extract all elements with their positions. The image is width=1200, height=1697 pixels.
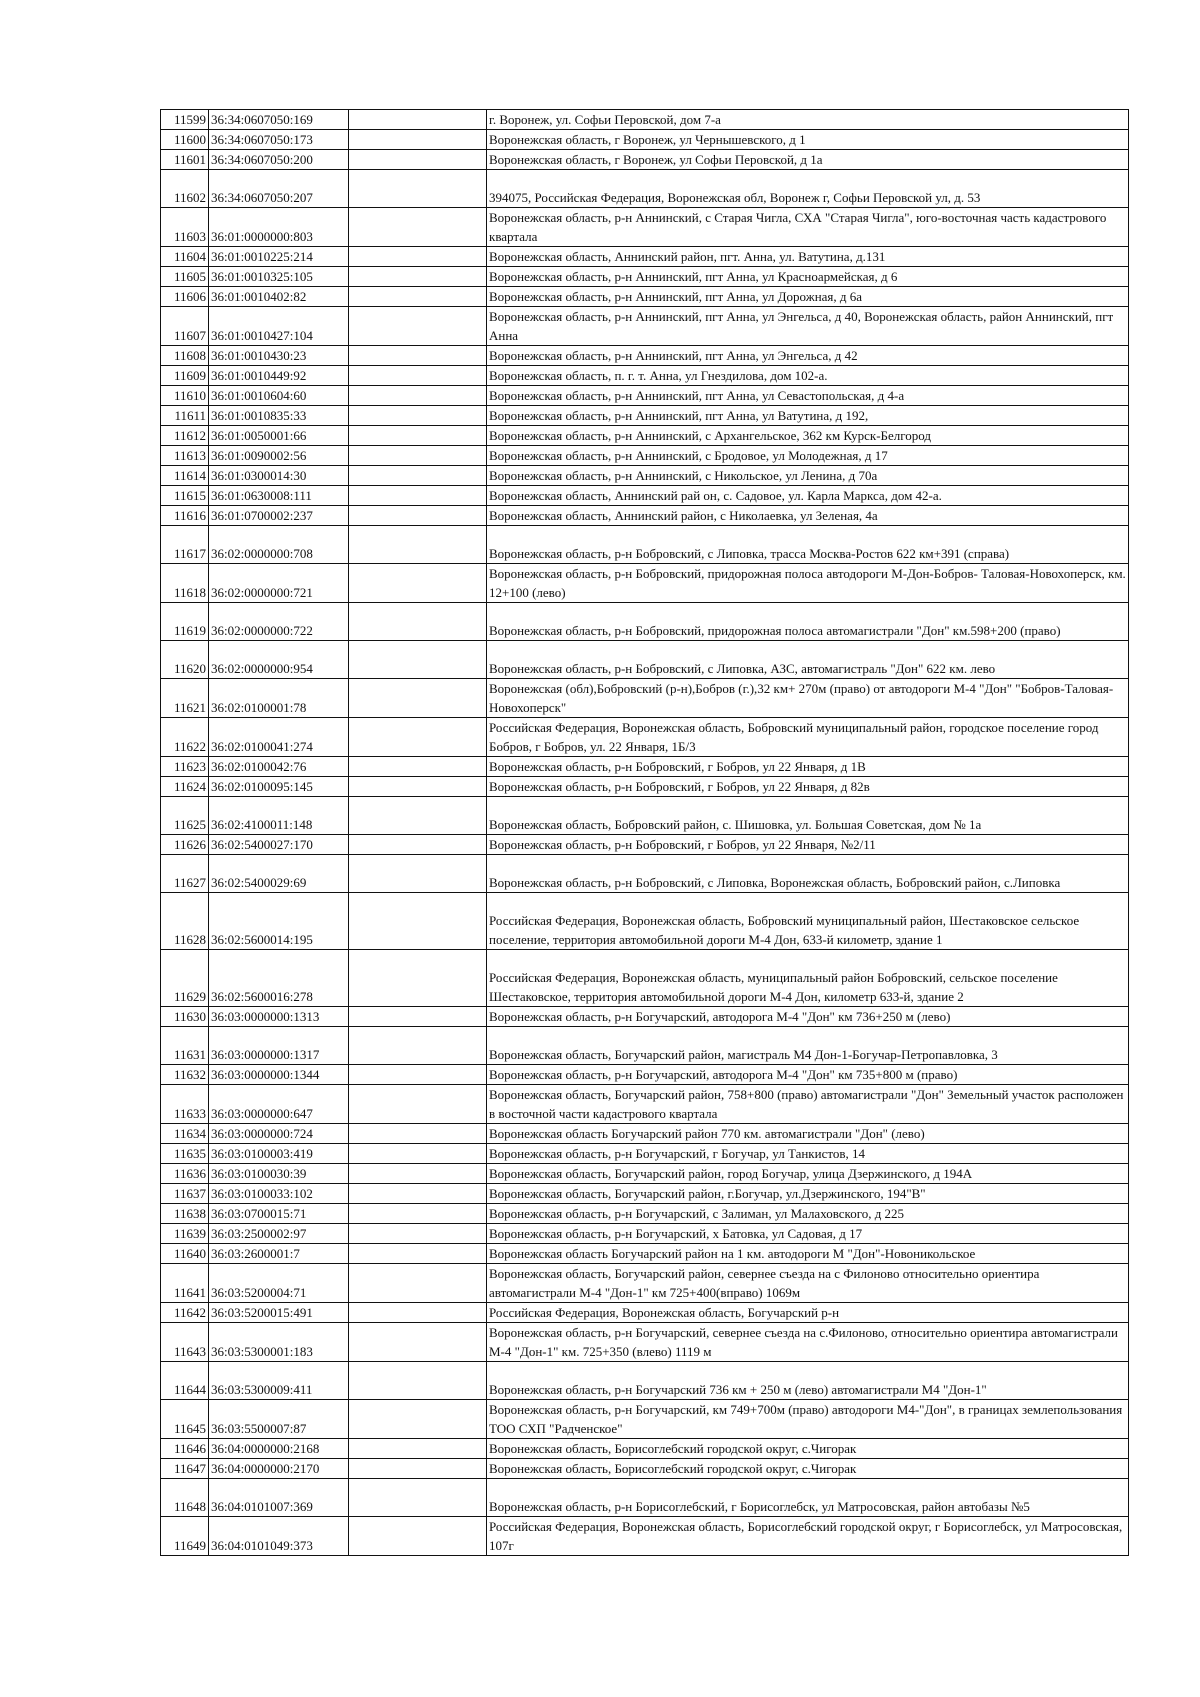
address-cell: Воронежская область, р-н Бобровский, г Бобров, ул 22 Января, №2/11 — [487, 835, 1129, 855]
row-number-cell: 11635 — [161, 1144, 209, 1164]
row-number-cell: 11611 — [161, 406, 209, 426]
row-number-cell: 11613 — [161, 446, 209, 466]
empty-cell — [349, 718, 487, 757]
row-number-cell: 11638 — [161, 1204, 209, 1224]
table-row — [161, 386, 1129, 406]
table-row — [161, 446, 1129, 466]
empty-cell — [349, 835, 487, 855]
address-cell: Воронежская область, р-н Аннинский, с Бродовое, ул Молодежная, д 17 — [487, 446, 1129, 466]
table-row — [161, 1085, 1129, 1124]
table-row — [161, 110, 1129, 130]
land-plot-registry-table — [160, 109, 1129, 1556]
address-cell: Воронежская область, р-н Аннинский, пгт Анна, ул Ватутина, д 192, — [487, 406, 1129, 426]
table-row — [161, 1124, 1129, 1144]
table-row — [161, 1303, 1129, 1323]
empty-cell — [349, 526, 487, 564]
table-row — [161, 466, 1129, 486]
row-number-cell: 11615 — [161, 486, 209, 506]
address-cell: Воронежская область, р-н Аннинский, пгт Анна, ул Красноармейская, д 6 — [487, 267, 1129, 287]
empty-cell — [349, 641, 487, 679]
cadastral-number-cell: 36:01:0010225:214 — [209, 247, 349, 267]
cadastral-number-cell: 36:34:0607050:207 — [209, 170, 349, 208]
table-row — [161, 718, 1129, 757]
table-row — [161, 307, 1129, 346]
cadastral-number-cell: 36:01:0010325:105 — [209, 267, 349, 287]
table-row — [161, 150, 1129, 170]
cadastral-number-cell: 36:04:0000000:2168 — [209, 1439, 349, 1459]
row-number-cell: 11606 — [161, 287, 209, 307]
row-number-cell: 11627 — [161, 855, 209, 893]
empty-cell — [349, 406, 487, 426]
address-cell: Воронежская область, р-н Богучарский, автодорога М-4 "Дон" км 735+800 м (право) — [487, 1065, 1129, 1085]
empty-cell — [349, 1479, 487, 1517]
row-number-cell: 11645 — [161, 1400, 209, 1439]
table-row — [161, 564, 1129, 603]
address-cell: Воронежская (обл),Бобровский (р-н),Бобров (г.),32 км+ 270м (право) от автодороги М-4 "Дон" "Бобров-Таловая-Новохоперск" — [487, 679, 1129, 718]
empty-cell — [349, 1517, 487, 1556]
table-row — [161, 757, 1129, 777]
address-cell: 394075, Российская Федерация, Воронежская обл, Воронеж г, Софьи Перовской ул, д. 53 — [487, 170, 1129, 208]
row-number-cell: 11625 — [161, 797, 209, 835]
row-number-cell: 11640 — [161, 1244, 209, 1264]
row-number-cell: 11605 — [161, 267, 209, 287]
empty-cell — [349, 170, 487, 208]
empty-cell — [349, 1264, 487, 1303]
table-row — [161, 208, 1129, 247]
empty-cell — [349, 950, 487, 1007]
row-number-cell: 11646 — [161, 1439, 209, 1459]
table-row — [161, 855, 1129, 893]
cadastral-number-cell: 36:02:5600014:195 — [209, 893, 349, 950]
cadastral-number-cell: 36:34:0607050:200 — [209, 150, 349, 170]
row-number-cell: 11624 — [161, 777, 209, 797]
address-cell: Воронежская область, Аннинский район, пгт. Анна, ул. Ватутина, д.131 — [487, 247, 1129, 267]
address-cell: Воронежская область, р-н Бобровский, г Бобров, ул 22 Января, д 82в — [487, 777, 1129, 797]
row-number-cell: 11612 — [161, 426, 209, 446]
cadastral-number-cell: 36:03:2500002:97 — [209, 1224, 349, 1244]
address-cell: Воронежская область, р-н Аннинский, пгт Анна, ул Энгельса, д 40, Воронежская область, район Аннинский, пгт Анна — [487, 307, 1129, 346]
row-number-cell: 11617 — [161, 526, 209, 564]
row-number-cell: 11619 — [161, 603, 209, 641]
row-number-cell: 11649 — [161, 1517, 209, 1556]
empty-cell — [349, 346, 487, 366]
table-row — [161, 267, 1129, 287]
row-number-cell: 11648 — [161, 1479, 209, 1517]
address-cell: Воронежская область, р-н Аннинский, пгт Анна, ул Севастопольская, д 4-а — [487, 386, 1129, 406]
address-cell: Воронежская область, р-н Аннинский, с Архангельское, 362 км Курск-Белгород — [487, 426, 1129, 446]
cadastral-number-cell: 36:03:5200015:491 — [209, 1303, 349, 1323]
address-cell: Воронежская область, Аннинский район, с Николаевка, ул Зеленая, 4а — [487, 506, 1129, 526]
empty-cell — [349, 1244, 487, 1264]
table-row — [161, 526, 1129, 564]
cadastral-number-cell: 36:03:0100033:102 — [209, 1184, 349, 1204]
address-cell: Воронежская область, р-н Богучарский 736 км + 250 м (лево) автомагистрали М4 "Дон-1" — [487, 1362, 1129, 1400]
address-cell: Воронежская область, р-н Бобровский, с Липовка, Воронежская область, Бобровский район, с.Липовка — [487, 855, 1129, 893]
empty-cell — [349, 1224, 487, 1244]
empty-cell — [349, 777, 487, 797]
empty-cell — [349, 307, 487, 346]
row-number-cell: 11608 — [161, 346, 209, 366]
cadastral-number-cell: 36:01:0000000:803 — [209, 208, 349, 247]
table-row — [161, 486, 1129, 506]
row-number-cell: 11620 — [161, 641, 209, 679]
row-number-cell: 11630 — [161, 1007, 209, 1027]
address-cell: Воронежская область, р-н Богучарский, г Богучар, ул Танкистов, 14 — [487, 1144, 1129, 1164]
cadastral-number-cell: 36:01:0300014:30 — [209, 466, 349, 486]
row-number-cell: 11628 — [161, 893, 209, 950]
empty-cell — [349, 1303, 487, 1323]
empty-cell — [349, 797, 487, 835]
cadastral-number-cell: 36:03:0000000:724 — [209, 1124, 349, 1144]
cadastral-number-cell: 36:01:0010430:23 — [209, 346, 349, 366]
row-number-cell: 11601 — [161, 150, 209, 170]
empty-cell — [349, 1007, 487, 1027]
table-row — [161, 287, 1129, 307]
address-cell: Российская Федерация, Воронежская область, Борисоглебский городской округ, г Борисоглебск, ул Матросовская, 107г — [487, 1517, 1129, 1556]
address-cell: Российская Федерация, Воронежская область, муниципальный район Бобровский, сельское поселение Шестаковское, территория автомобильной дороги М-4 Дон, километр 633-й, здание 2 — [487, 950, 1129, 1007]
empty-cell — [349, 506, 487, 526]
table-row — [161, 247, 1129, 267]
cadastral-number-cell: 36:02:0000000:722 — [209, 603, 349, 641]
row-number-cell: 11642 — [161, 1303, 209, 1323]
table-row — [161, 130, 1129, 150]
row-number-cell: 11639 — [161, 1224, 209, 1244]
table-row — [161, 1244, 1129, 1264]
cadastral-number-cell: 36:03:0000000:1344 — [209, 1065, 349, 1085]
address-cell: Воронежская область Богучарский район на 1 км. автодороги М "Дон"-Новоникольское — [487, 1244, 1129, 1264]
row-number-cell: 11616 — [161, 506, 209, 526]
cadastral-number-cell: 36:34:0607050:169 — [209, 110, 349, 130]
cadastral-number-cell: 36:04:0000000:2170 — [209, 1459, 349, 1479]
table-row — [161, 1164, 1129, 1184]
cadastral-number-cell: 36:34:0607050:173 — [209, 130, 349, 150]
table-row — [161, 1479, 1129, 1517]
row-number-cell: 11607 — [161, 307, 209, 346]
table-row — [161, 366, 1129, 386]
address-cell: Воронежская область, п. г. т. Анна, ул Гнездилова, дом 102-а. — [487, 366, 1129, 386]
address-cell: Воронежская область, р-н Богучарский, автодорога М-4 "Дон" км 736+250 м (лево) — [487, 1007, 1129, 1027]
cadastral-number-cell: 36:04:0101007:369 — [209, 1479, 349, 1517]
address-cell: Воронежская область, р-н Богучарский, х Батовка, ул Садовая, д 17 — [487, 1224, 1129, 1244]
cadastral-number-cell: 36:01:0010604:60 — [209, 386, 349, 406]
cadastral-number-cell: 36:02:4100011:148 — [209, 797, 349, 835]
empty-cell — [349, 287, 487, 307]
address-cell: г. Воронеж, ул. Софьи Перовской, дом 7-а — [487, 110, 1129, 130]
table-row — [161, 1323, 1129, 1362]
row-number-cell: 11647 — [161, 1459, 209, 1479]
table-row — [161, 1204, 1129, 1224]
table-row — [161, 1007, 1129, 1027]
table-row — [161, 797, 1129, 835]
empty-cell — [349, 1085, 487, 1124]
table-row — [161, 1459, 1129, 1479]
table-row — [161, 1027, 1129, 1065]
address-cell: Воронежская область, р-н Богучарский, севернее съезда на с.Филоново, относительно ориентира автомагистрали М-4 "Дон-1" км. 725+350 (влево) 1119 м — [487, 1323, 1129, 1362]
empty-cell — [349, 150, 487, 170]
table-row — [161, 1065, 1129, 1085]
empty-cell — [349, 486, 487, 506]
table-row — [161, 506, 1129, 526]
address-cell: Российская Федерация, Воронежская область, Бобровский муниципальный район, городское поселение город Бобров, г Бобров, ул. 22 Января, 1Б/3 — [487, 718, 1129, 757]
row-number-cell: 11600 — [161, 130, 209, 150]
table-row — [161, 1362, 1129, 1400]
address-cell: Воронежская область, р-н Аннинский, пгт Анна, ул Дорожная, д 6а — [487, 287, 1129, 307]
cadastral-number-cell: 36:02:5400029:69 — [209, 855, 349, 893]
cadastral-number-cell: 36:03:5200004:71 — [209, 1264, 349, 1303]
table-row — [161, 170, 1129, 208]
address-cell: Воронежская область, р-н Бобровский, с Липовка, АЗС, автомагистраль "Дон" 622 км. лево — [487, 641, 1129, 679]
cadastral-number-cell: 36:03:5300001:183 — [209, 1323, 349, 1362]
row-number-cell: 11621 — [161, 679, 209, 718]
empty-cell — [349, 757, 487, 777]
cadastral-number-cell: 36:03:5500007:87 — [209, 1400, 349, 1439]
row-number-cell: 11644 — [161, 1362, 209, 1400]
row-number-cell: 11634 — [161, 1124, 209, 1144]
empty-cell — [349, 893, 487, 950]
table-row — [161, 641, 1129, 679]
table-row — [161, 1144, 1129, 1164]
empty-cell — [349, 267, 487, 287]
cadastral-number-cell: 36:03:5300009:411 — [209, 1362, 349, 1400]
row-number-cell: 11629 — [161, 950, 209, 1007]
address-cell: Воронежская область Богучарский район 770 км. автомагистрали "Дон" (лево) — [487, 1124, 1129, 1144]
cadastral-number-cell: 36:03:0000000:1313 — [209, 1007, 349, 1027]
empty-cell — [349, 247, 487, 267]
address-cell: Воронежская область, Аннинский рай он, с. Садовое, ул. Карла Маркса, дом 42-а. — [487, 486, 1129, 506]
table-row — [161, 1224, 1129, 1244]
table-row — [161, 1264, 1129, 1303]
address-cell: Воронежская область, р-н Бобровский, придорожная полоса автодороги М-Дон-Бобров- Таловая-Новохоперск, км. 12+100 (лево) — [487, 564, 1129, 603]
address-cell: Воронежская область, р-н Борисоглебский, г Борисоглебск, ул Матросовская, район автобазы №5 — [487, 1479, 1129, 1517]
cadastral-number-cell: 36:03:0000000:647 — [209, 1085, 349, 1124]
row-number-cell: 11631 — [161, 1027, 209, 1065]
cadastral-number-cell: 36:02:5400027:170 — [209, 835, 349, 855]
address-cell: Воронежская область, Богучарский район, севернее съезда на с Филоново относительно ориентира автомагистрали М-4 "Дон-1" км 725+400(вправо) 1069м — [487, 1264, 1129, 1303]
empty-cell — [349, 466, 487, 486]
empty-cell — [349, 1124, 487, 1144]
cadastral-number-cell: 36:02:0000000:954 — [209, 641, 349, 679]
empty-cell — [349, 208, 487, 247]
cadastral-number-cell: 36:01:0630008:111 — [209, 486, 349, 506]
cadastral-number-cell: 36:02:0100041:274 — [209, 718, 349, 757]
row-number-cell: 11614 — [161, 466, 209, 486]
row-number-cell: 11599 — [161, 110, 209, 130]
cadastral-number-cell: 36:01:0700002:237 — [209, 506, 349, 526]
row-number-cell: 11610 — [161, 386, 209, 406]
address-cell: Российская Федерация, Воронежская область, Бобровский муниципальный район, Шестаковское сельское поселение, территория автомобильной дороги М-4 Дон, 633-й километр, здание 1 — [487, 893, 1129, 950]
address-cell: Воронежская область, р-н Аннинский, с Никольское, ул Ленина, д 70а — [487, 466, 1129, 486]
cadastral-number-cell: 36:01:0010427:104 — [209, 307, 349, 346]
cadastral-number-cell: 36:02:5600016:278 — [209, 950, 349, 1007]
cadastral-number-cell: 36:03:0100030:39 — [209, 1164, 349, 1184]
address-cell: Воронежская область, Богучарский район, 758+800 (право) автомагистрали "Дон" Земельный участок расположен в восточной части кадастрового квартала — [487, 1085, 1129, 1124]
row-number-cell: 11632 — [161, 1065, 209, 1085]
address-cell: Воронежская область, р-н Бобровский, с Липовка, трасса Москва-Ростов 622 км+391 (справа) — [487, 526, 1129, 564]
cadastral-number-cell: 36:02:0000000:708 — [209, 526, 349, 564]
row-number-cell: 11602 — [161, 170, 209, 208]
table-row — [161, 406, 1129, 426]
empty-cell — [349, 1204, 487, 1224]
row-number-cell: 11609 — [161, 366, 209, 386]
row-number-cell: 11603 — [161, 208, 209, 247]
address-cell: Российская Федерация, Воронежская область, Богучарский р-н — [487, 1303, 1129, 1323]
empty-cell — [349, 1164, 487, 1184]
cadastral-number-cell: 36:01:0010449:92 — [209, 366, 349, 386]
cadastral-number-cell: 36:02:0000000:721 — [209, 564, 349, 603]
address-cell: Воронежская область, р-н Бобровский, г Бобров, ул 22 Января, д 1В — [487, 757, 1129, 777]
empty-cell — [349, 426, 487, 446]
empty-cell — [349, 679, 487, 718]
address-cell: Воронежская область, г Воронеж, ул Софьи Перовской, д 1а — [487, 150, 1129, 170]
row-number-cell: 11637 — [161, 1184, 209, 1204]
row-number-cell: 11633 — [161, 1085, 209, 1124]
row-number-cell: 11623 — [161, 757, 209, 777]
empty-cell — [349, 564, 487, 603]
address-cell: Воронежская область, Богучарский район, город Богучар, улица Дзержинского, д 194А — [487, 1164, 1129, 1184]
address-cell: Воронежская область, р-н Бобровский, придорожная полоса автомагистрали "Дон" км.598+200 (право) — [487, 603, 1129, 641]
row-number-cell: 11641 — [161, 1264, 209, 1303]
address-cell: Воронежская область, г Воронеж, ул Чернышевского, д 1 — [487, 130, 1129, 150]
table-row — [161, 835, 1129, 855]
cadastral-number-cell: 36:02:0100042:76 — [209, 757, 349, 777]
table-row — [161, 950, 1129, 1007]
cadastral-number-cell: 36:02:0100001:78 — [209, 679, 349, 718]
empty-cell — [349, 603, 487, 641]
table-row — [161, 1400, 1129, 1439]
empty-cell — [349, 1065, 487, 1085]
table-row — [161, 1517, 1129, 1556]
address-cell: Воронежская область, Бобровский район, с. Шишовка, ул. Большая Советская, дом № 1а — [487, 797, 1129, 835]
empty-cell — [349, 855, 487, 893]
table-row — [161, 777, 1129, 797]
cadastral-number-cell: 36:03:2600001:7 — [209, 1244, 349, 1264]
empty-cell — [349, 366, 487, 386]
cadastral-number-cell: 36:03:0700015:71 — [209, 1204, 349, 1224]
address-cell: Воронежская область, Борисоглебский городской округ, с.Чигорак — [487, 1459, 1129, 1479]
empty-cell — [349, 1459, 487, 1479]
row-number-cell: 11643 — [161, 1323, 209, 1362]
cadastral-number-cell: 36:01:0090002:56 — [209, 446, 349, 466]
cadastral-number-cell: 36:01:0010402:82 — [209, 287, 349, 307]
empty-cell — [349, 110, 487, 130]
address-cell: Воронежская область, Богучарский район, г.Богучар, ул.Дзержинского, 194"В" — [487, 1184, 1129, 1204]
address-cell: Воронежская область, р-н Богучарский, км 749+700м (право) автодороги М4-"Дон", в границах землепользования ТОО СХП "Радченское" — [487, 1400, 1129, 1439]
cadastral-number-cell: 36:01:0010835:33 — [209, 406, 349, 426]
table-row — [161, 679, 1129, 718]
empty-cell — [349, 130, 487, 150]
address-cell: Воронежская область, Богучарский район, магистраль М4 Дон-1-Богучар-Петропавловка, 3 — [487, 1027, 1129, 1065]
cadastral-number-cell: 36:03:0000000:1317 — [209, 1027, 349, 1065]
row-number-cell: 11604 — [161, 247, 209, 267]
empty-cell — [349, 1027, 487, 1065]
empty-cell — [349, 1362, 487, 1400]
empty-cell — [349, 446, 487, 466]
address-cell: Воронежская область, р-н Аннинский, с Старая Чигла, СХА "Старая Чигла", юго-восточная часть кадастрового квартала — [487, 208, 1129, 247]
row-number-cell: 11636 — [161, 1164, 209, 1184]
address-cell: Воронежская область, р-н Богучарский, с Залиман, ул Малаховского, д 225 — [487, 1204, 1129, 1224]
cadastral-number-cell: 36:02:0100095:145 — [209, 777, 349, 797]
row-number-cell: 11622 — [161, 718, 209, 757]
table-row — [161, 603, 1129, 641]
cadastral-number-cell: 36:04:0101049:373 — [209, 1517, 349, 1556]
empty-cell — [349, 1144, 487, 1164]
table-row — [161, 426, 1129, 446]
cadastral-number-cell: 36:03:0100003:419 — [209, 1144, 349, 1164]
table-row — [161, 346, 1129, 366]
empty-cell — [349, 1439, 487, 1459]
registry-table-body — [161, 110, 1129, 1556]
row-number-cell: 11626 — [161, 835, 209, 855]
address-cell: Воронежская область, р-н Аннинский, пгт Анна, ул Энгельса, д 42 — [487, 346, 1129, 366]
row-number-cell: 11618 — [161, 564, 209, 603]
empty-cell — [349, 1184, 487, 1204]
address-cell: Воронежская область, Борисоглебский городской округ, с.Чигорак — [487, 1439, 1129, 1459]
table-row — [161, 1439, 1129, 1459]
empty-cell — [349, 386, 487, 406]
table-row — [161, 1184, 1129, 1204]
table-row — [161, 893, 1129, 950]
empty-cell — [349, 1400, 487, 1439]
empty-cell — [349, 1323, 487, 1362]
cadastral-number-cell: 36:01:0050001:66 — [209, 426, 349, 446]
